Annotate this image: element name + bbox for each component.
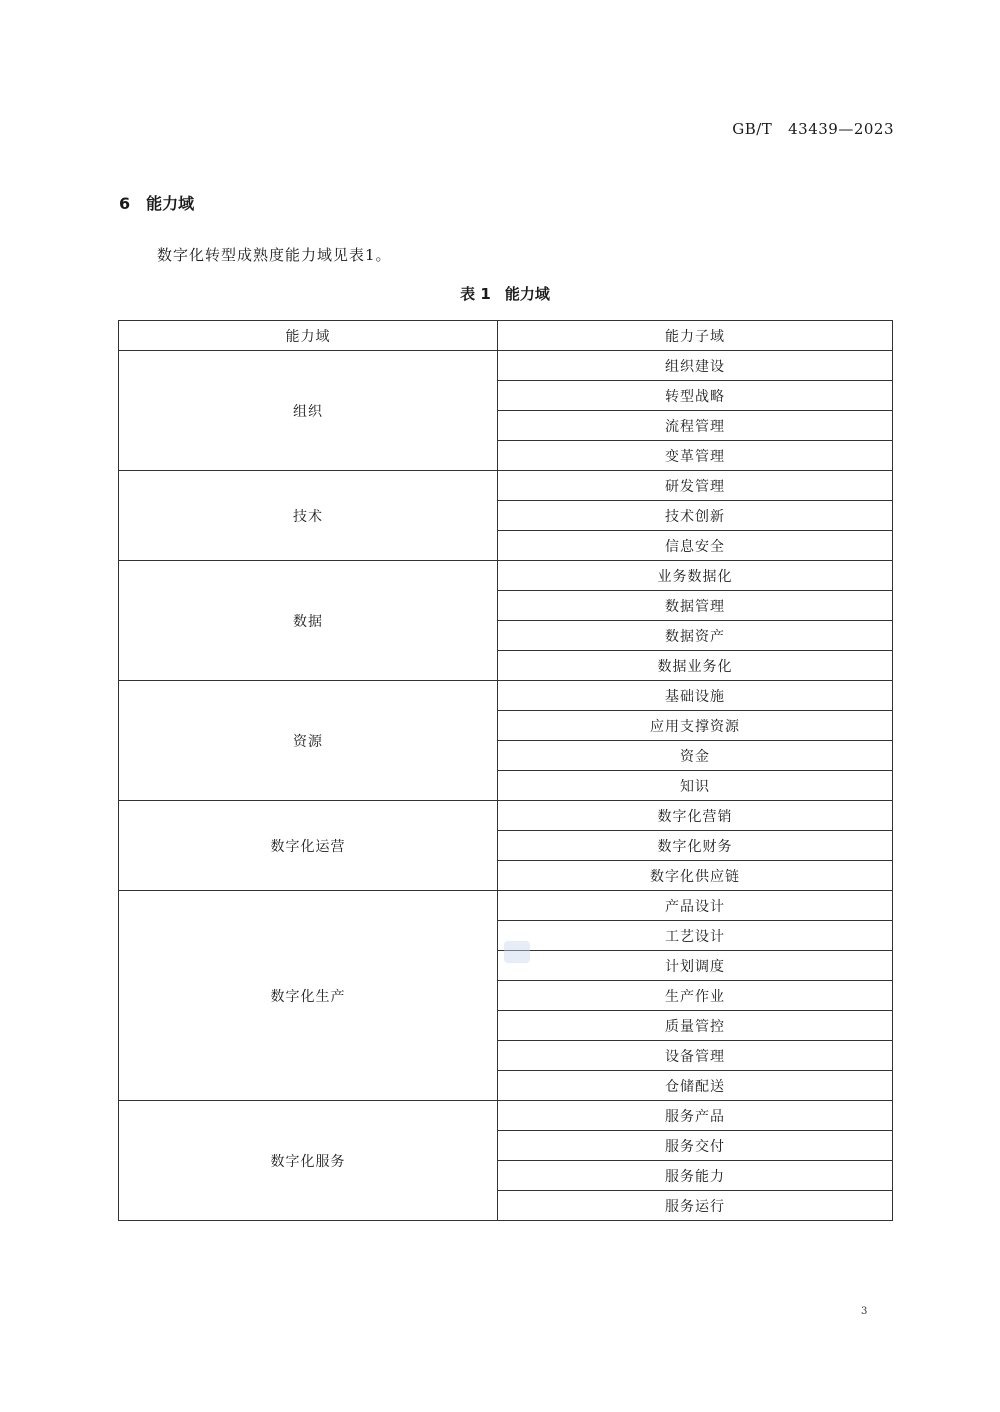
subdomain-cell: 数据资产 — [498, 621, 893, 651]
table-caption — [0, 283, 1000, 304]
subdomain-cell: 生产作业 — [498, 981, 893, 1011]
table-row — [119, 891, 893, 921]
table-row — [119, 801, 893, 831]
column-header-subdomain: 能力子域 — [498, 321, 893, 351]
section-heading — [119, 191, 194, 214]
section-number: 6 — [119, 194, 131, 213]
page-number: 3 — [861, 1306, 868, 1317]
subdomain-cell: 数字化营销 — [498, 801, 893, 831]
subdomain-cell: 数据业务化 — [498, 651, 893, 681]
domain-cell: 数字化生产 — [119, 891, 498, 1101]
subdomain-cell: 数字化供应链 — [498, 861, 893, 891]
subdomain-cell: 数据管理 — [498, 591, 893, 621]
subdomain-cell: 资金 — [498, 741, 893, 771]
subdomain-cell: 业务数据化 — [498, 561, 893, 591]
subdomain-cell: 服务交付 — [498, 1131, 893, 1161]
watermark-logo — [504, 941, 530, 963]
subdomain-cell: 产品设计 — [498, 891, 893, 921]
subdomain-cell: 设备管理 — [498, 1041, 893, 1071]
domain-cell: 数字化服务 — [119, 1101, 498, 1221]
body-paragraph: 数字化转型成熟度能力域见表1。 — [157, 246, 392, 264]
table-caption-title: 能力域 — [504, 285, 550, 303]
column-header-domain: 能力域 — [119, 321, 498, 351]
subdomain-cell: 知识 — [498, 771, 893, 801]
table-body — [119, 351, 893, 1221]
table-row — [119, 681, 893, 711]
subdomain-cell: 技术创新 — [498, 501, 893, 531]
standard-number: GB/T 43439—2023 — [732, 120, 894, 138]
table-caption-number: 表 1 — [460, 285, 491, 303]
subdomain-cell: 数字化财务 — [498, 831, 893, 861]
table-header-row — [119, 321, 893, 351]
subdomain-cell: 流程管理 — [498, 411, 893, 441]
subdomain-cell: 组织建设 — [498, 351, 893, 381]
domain-cell: 资源 — [119, 681, 498, 801]
subdomain-cell: 计划调度 — [498, 951, 893, 981]
subdomain-cell: 服务运行 — [498, 1191, 893, 1221]
subdomain-cell: 仓储配送 — [498, 1071, 893, 1101]
domain-cell: 组织 — [119, 351, 498, 471]
domain-cell: 技术 — [119, 471, 498, 561]
subdomain-cell: 应用支撑资源 — [498, 711, 893, 741]
domain-cell: 数字化运营 — [119, 801, 498, 891]
subdomain-cell: 工艺设计 — [498, 921, 893, 951]
domain-cell: 数据 — [119, 561, 498, 681]
subdomain-cell: 服务产品 — [498, 1101, 893, 1131]
capability-domain-table — [118, 320, 893, 1221]
subdomain-cell: 研发管理 — [498, 471, 893, 501]
subdomain-cell: 基础设施 — [498, 681, 893, 711]
subdomain-cell: 转型战略 — [498, 381, 893, 411]
table-row — [119, 471, 893, 501]
table-row — [119, 1101, 893, 1131]
subdomain-cell: 变革管理 — [498, 441, 893, 471]
table-row — [119, 561, 893, 591]
subdomain-cell: 服务能力 — [498, 1161, 893, 1191]
subdomain-cell: 信息安全 — [498, 531, 893, 561]
table-row — [119, 351, 893, 381]
section-title: 能力域 — [146, 194, 195, 213]
subdomain-cell: 质量管控 — [498, 1011, 893, 1041]
